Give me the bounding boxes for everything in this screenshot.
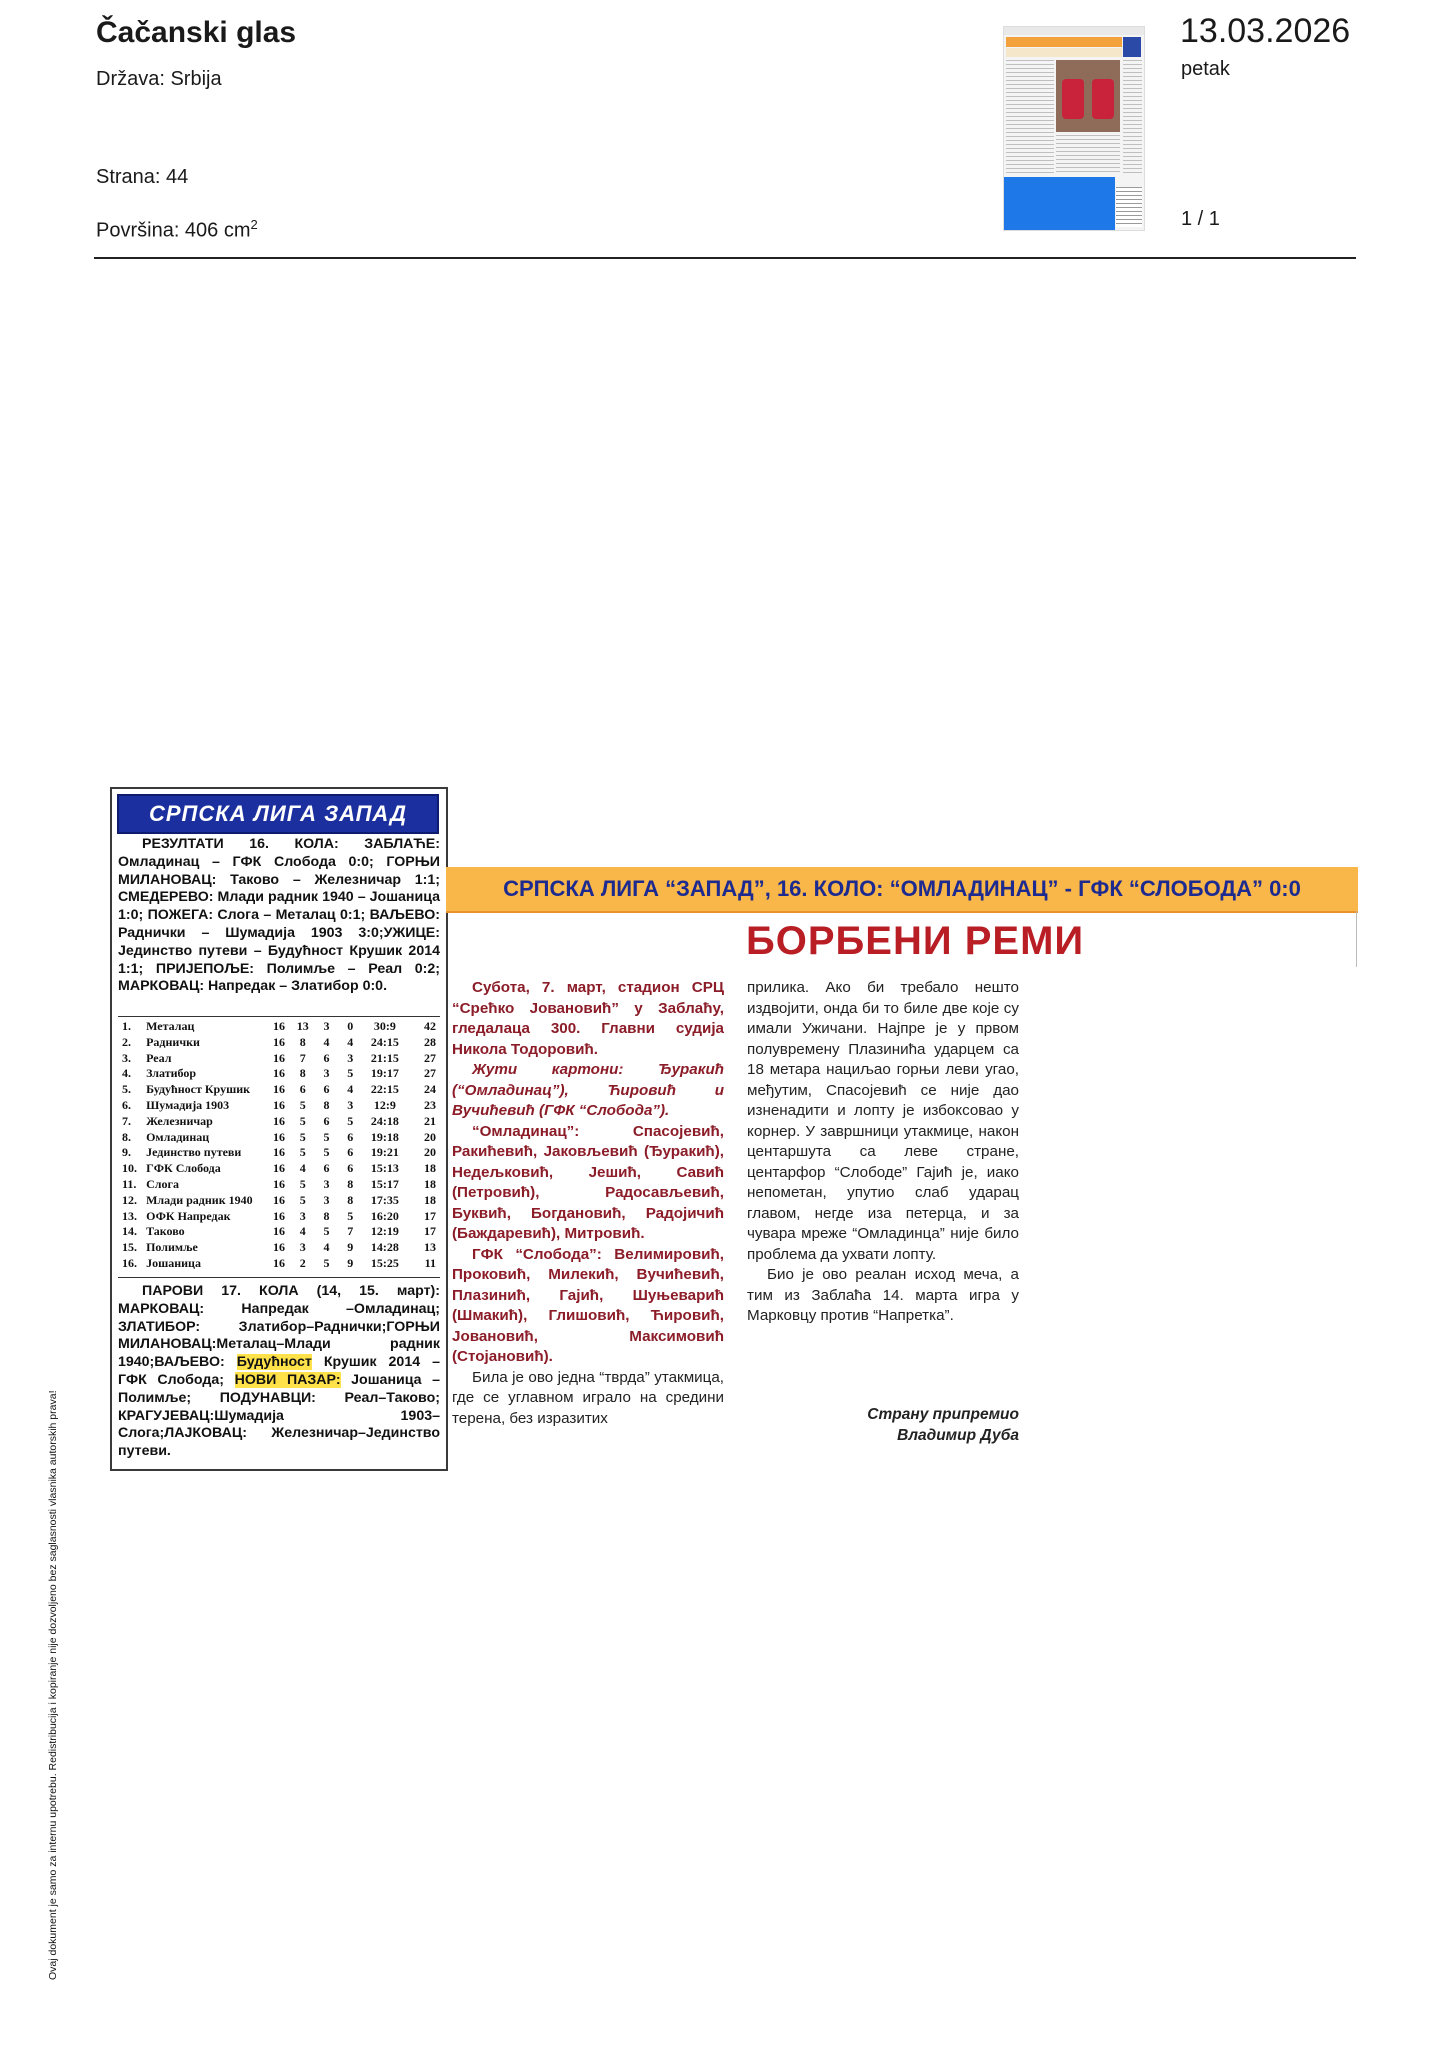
table-cell-gd: 19:18 (370, 1129, 399, 1144)
pairs-highlight-1: Будућност (236, 1354, 312, 1371)
table-cell-w: 5 (299, 1113, 306, 1128)
table-row (118, 1177, 440, 1193)
table-cell-pos: 11. (122, 1176, 137, 1191)
table-cell-gd: 21:15 (370, 1050, 399, 1065)
table-cell-gd: 12:19 (370, 1224, 399, 1239)
table-cell-l: 6 (347, 1129, 354, 1144)
table-cell-w: 5 (299, 1192, 306, 1207)
table-cell-pts: 18 (424, 1176, 436, 1191)
byline-author: Владимир Дуба (897, 1427, 1019, 1444)
pairs-text-b: Крушик 2014 – ГФК Слобода; (118, 1354, 440, 1388)
table-cell-l: 6 (347, 1145, 354, 1160)
table-row (118, 1145, 440, 1161)
table-cell-gd: 17:35 (370, 1192, 399, 1207)
table-cell-w: 3 (299, 1240, 306, 1255)
table-cell-d: 5 (323, 1255, 330, 1270)
table-cell-p: 16 (272, 1224, 285, 1239)
table-cell-pos: 5. (122, 1082, 131, 1097)
table-cell-l: 8 (347, 1176, 354, 1191)
table-cell-p: 16 (272, 1082, 285, 1097)
table-cell-pos: 3. (122, 1050, 131, 1065)
table-cell-d: 5 (323, 1145, 330, 1160)
table-cell-p: 16 (272, 1240, 285, 1255)
area-unit-exponent: 2 (250, 217, 258, 232)
table-row (118, 1114, 440, 1130)
round-results (118, 836, 440, 996)
table-cell-p: 16 (272, 1208, 285, 1223)
standings-table (118, 1019, 440, 1272)
pairs-text-a: ПАРОВИ 17. КОЛА (14, 15. март): МАРКОВАЦ: Напредак –Омладинац; ЗЛАТИБОР: Златибор–Раднички;ГОРЊИ МИЛАНОВАЦ:Металац–Млади радник 1940;ВАЉЕВО: (118, 1283, 440, 1371)
area-label (96, 217, 258, 243)
table-cell-p: 16 (272, 1050, 285, 1065)
table-cell-d: 4 (323, 1240, 330, 1255)
table-cell-w: 7 (299, 1050, 306, 1065)
table-cell-w: 5 (299, 1176, 306, 1191)
table-cell-pts: 18 (424, 1161, 436, 1176)
header-divider (94, 257, 1356, 259)
table-cell-gd: 15:17 (370, 1176, 399, 1191)
table-cell-pos: 12. (122, 1192, 137, 1207)
match-report-continued: прилика. Ако би требало нешто издвојити, онда би то биле две које су имали Ужичани. Најпре је у првом полувремену Плазинића ударцем са 18 метара нациљао горњи леви угао, међутим, Спасојевић се није дао изненадити и лопту је избоксовао у корнер. У завршници утакмице, након центаршута са леве стране, центарфор “Слободе” Гајић је, иако непометан, упутио слаб ударац главом, негде иза петерца, и за чувара мреже “Омладинца” није било проблема да ухвати лопту. (747, 979, 1019, 1263)
table-cell-pos: 9. (122, 1145, 131, 1160)
table-cell-gd: 24:15 (370, 1034, 399, 1049)
match-report-end: Био је ово реалан исход меча, а тим из Заблаћа 14. марта игра у Марковцу против “Напретка”. (747, 1266, 1019, 1324)
table-cell-gd: 19:17 (370, 1066, 399, 1081)
table-cell-p: 16 (272, 1113, 285, 1128)
table-cell-l: 9 (347, 1240, 354, 1255)
table-cell-l: 8 (347, 1192, 354, 1207)
match-report-start: Била је ово једна “тврда” утакмица, где се углавном играло на средини терена, без изразитих (452, 1368, 724, 1427)
table-row (118, 1019, 440, 1035)
table-row (118, 1066, 440, 1082)
table-cell-pos: 13. (122, 1208, 137, 1223)
table-cell-team: Златибор (146, 1066, 197, 1081)
table-cell-team: Млади радник 1940 (146, 1192, 253, 1207)
table-cell-team: Будућност Крушик (146, 1082, 251, 1097)
table-rule-top (118, 1016, 440, 1017)
table-cell-pts: 13 (424, 1240, 436, 1255)
table-cell-gd: 24:18 (370, 1113, 399, 1128)
copyright-notice: Ovaj dokument je samo za internu upotrebu. Redistribucija i kopiranje nije dozvoljeno bez saglasnosti vlasnika autorskih prava! (47, 1390, 59, 1980)
table-cell-pts: 20 (424, 1129, 436, 1144)
table-cell-team: Металац (146, 1019, 195, 1033)
table-cell-p: 16 (272, 1129, 285, 1144)
table-cell-d: 4 (323, 1034, 330, 1049)
table-cell-pos: 1. (122, 1019, 131, 1033)
table-cell-gd: 14:28 (370, 1240, 399, 1255)
league-box (110, 787, 448, 1471)
table-cell-d: 8 (323, 1208, 330, 1223)
table-cell-d: 5 (323, 1224, 330, 1239)
table-row (118, 1193, 440, 1209)
table-cell-gd: 22:15 (370, 1082, 399, 1097)
table-cell-w: 3 (299, 1208, 306, 1223)
table-cell-team: ГФК Слобода (146, 1161, 221, 1176)
table-cell-w: 4 (299, 1161, 306, 1176)
article-headline: БОРБЕНИ РЕМИ (746, 919, 1085, 963)
table-cell-team: Реал (146, 1050, 172, 1065)
table-row (118, 1224, 440, 1240)
table-row (118, 1161, 440, 1177)
table-cell-gd: 19:21 (370, 1145, 399, 1160)
pairs-text-c: Јошаница – Полимље; ПОДУНАВЦИ: Реал–Таково; КРАГУЈЕВАЦ:Шумадија 1903–Слога;ЛАЈКОВАЦ: Железничар–Јединство путеви. (118, 1371, 441, 1460)
table-cell-pts: 17 (424, 1224, 436, 1239)
table-cell-pts: 17 (424, 1208, 436, 1223)
match-info: Субота, 7. март, стадион СРЦ “Срећко Јовановић” у Заблаћу, гледалаца 300. Главни судија Никола Тодоровић. (452, 979, 724, 1058)
table-cell-pts: 24 (424, 1082, 436, 1097)
table-row (118, 1035, 440, 1051)
league-box-title: СРПСКА ЛИГА ЗАПАД (117, 794, 439, 834)
table-cell-l: 6 (347, 1161, 354, 1176)
issue-weekday: petak (1181, 58, 1230, 80)
table-cell-pos: 6. (122, 1097, 131, 1112)
table-cell-d: 8 (323, 1097, 330, 1112)
table-cell-p: 16 (272, 1192, 285, 1207)
table-cell-team: Јошаница (146, 1255, 201, 1270)
pairs-highlight-2: НОВИ ПАЗАР: (234, 1371, 341, 1388)
table-cell-pos: 10. (122, 1161, 137, 1176)
page-count: 1 / 1 (1181, 208, 1220, 230)
table-cell-w: 6 (299, 1082, 306, 1097)
table-cell-l: 5 (347, 1113, 354, 1128)
table-cell-p: 16 (272, 1255, 285, 1270)
article-column-2 (747, 978, 1019, 1327)
table-cell-p: 16 (272, 1097, 285, 1112)
table-cell-l: 4 (347, 1082, 354, 1097)
table-row (118, 1240, 440, 1256)
table-cell-team: Омладинац (146, 1129, 210, 1144)
area-value: Površina: 406 cm (96, 219, 251, 242)
lineup-sloboda: ГФК “Слобода”: Велимировић, Проковић, Милекић, Вучићевић, Плазинић, Гајић, Шуњеварић (Шмакић), Глишовић, Ћировић, Јовановић, Максимовић (Стојановић). (452, 1245, 724, 1365)
table-cell-p: 16 (272, 1034, 285, 1049)
table-row (118, 1051, 440, 1067)
byline-label: Страну припремио (867, 1406, 1019, 1423)
table-cell-p: 16 (272, 1019, 285, 1033)
table-cell-w: 5 (299, 1097, 306, 1112)
table-cell-d: 3 (323, 1019, 330, 1033)
publication-title: Čačanski glas (96, 16, 297, 49)
table-cell-pts: 23 (424, 1097, 436, 1112)
table-cell-pts: 27 (424, 1066, 436, 1081)
table-row (118, 1209, 440, 1225)
table-row (118, 1082, 440, 1098)
page-thumbnail[interactable] (1003, 26, 1145, 231)
yellow-cards: Жути картони: Ђуракић (“Омладинац”), Ћировић и Вучићевић (ГФК “Слобода”). (452, 1061, 724, 1119)
page-number-label: Strana: 44 (96, 166, 189, 188)
table-cell-l: 5 (347, 1208, 354, 1223)
table-cell-p: 16 (272, 1066, 285, 1081)
table-cell-pts: 28 (424, 1034, 436, 1049)
country-label: Država: Srbija (96, 68, 222, 90)
table-cell-team: ОФК Напредак (146, 1208, 231, 1223)
table-cell-pos: 16. (122, 1255, 137, 1270)
table-cell-p: 16 (272, 1176, 285, 1191)
table-cell-team: Раднички (146, 1034, 200, 1049)
table-cell-d: 6 (323, 1161, 330, 1176)
table-cell-l: 0 (347, 1019, 354, 1033)
table-cell-gd: 15:13 (370, 1161, 399, 1176)
table-cell-l: 3 (347, 1050, 354, 1065)
table-cell-d: 6 (323, 1082, 330, 1097)
table-cell-d: 6 (323, 1113, 330, 1128)
table-cell-w: 8 (299, 1066, 306, 1081)
table-row (118, 1130, 440, 1146)
table-cell-d: 3 (323, 1192, 330, 1207)
table-cell-gd: 16:20 (370, 1208, 399, 1223)
table-row (118, 1098, 440, 1114)
table-cell-pts: 20 (424, 1145, 436, 1160)
table-cell-d: 5 (323, 1129, 330, 1144)
table-cell-w: 5 (299, 1129, 306, 1144)
table-cell-l: 9 (347, 1255, 354, 1270)
table-cell-gd: 30:9 (373, 1019, 396, 1033)
table-row (118, 1256, 440, 1272)
table-cell-pos: 14. (122, 1224, 137, 1239)
table-cell-team: Таково (146, 1224, 185, 1239)
table-cell-p: 16 (272, 1145, 285, 1160)
table-cell-d: 3 (323, 1066, 330, 1081)
table-cell-w: 8 (299, 1034, 306, 1049)
issue-date: 13.03.2026 (1180, 12, 1351, 50)
table-cell-team: Железничар (146, 1113, 213, 1128)
table-cell-team: Слога (146, 1176, 179, 1191)
table-cell-d: 3 (323, 1176, 330, 1191)
table-cell-w: 13 (296, 1019, 309, 1033)
table-cell-team: Јединство путеви (146, 1145, 242, 1160)
table-cell-pos: 15. (122, 1240, 137, 1255)
table-cell-d: 6 (323, 1050, 330, 1065)
table-cell-team: Шумадија 1903 (146, 1097, 230, 1112)
table-cell-pos: 2. (122, 1034, 131, 1049)
next-round-pairs (118, 1283, 440, 1461)
table-cell-gd: 15:25 (370, 1255, 399, 1270)
table-cell-pos: 8. (122, 1129, 131, 1144)
table-cell-l: 7 (347, 1224, 354, 1239)
table-cell-pts: 18 (424, 1192, 436, 1207)
table-cell-w: 2 (299, 1255, 306, 1270)
table-cell-w: 4 (299, 1224, 306, 1239)
table-cell-gd: 12:9 (373, 1097, 396, 1112)
table-cell-l: 3 (347, 1097, 354, 1112)
table-cell-pts: 27 (424, 1050, 436, 1065)
table-cell-pts: 21 (424, 1113, 436, 1128)
article-banner: СРПСКА ЛИГА “ЗАПАД”, 16. КОЛО: “ОМЛАДИНАЦ” - ГФК “СЛОБОДА” 0:0 (446, 867, 1358, 913)
table-cell-w: 5 (299, 1145, 306, 1160)
table-cell-p: 16 (272, 1161, 285, 1176)
article-column-1 (452, 978, 724, 1429)
table-cell-pts: 11 (424, 1255, 436, 1270)
round-results-text: РЕЗУЛТАТИ 16. КОЛА: ЗАБЛАЋЕ: Омладинац – ГФК Слобода 0:0; ГОРЊИ МИЛАНОВАЦ: Таково – Железничар 1:1; СМЕДЕРЕВО: Млади радник 1940 – Јошаница 1:0; ПОЖЕГА: Слога – Металац 0:1; ВАЉЕВО: Раднички – Шумадија 1903 3:0;УЖИЦЕ: Јединство путеви – Будућност Крушик 2014 1:1; ПРИЈЕПОЉЕ: Полимље – Реал 0:2; МАРКОВАЦ: Напредак – Златибор 0:0. (118, 836, 440, 995)
table-cell-pts: 42 (424, 1019, 436, 1033)
table-cell-l: 4 (347, 1034, 354, 1049)
table-cell-l: 5 (347, 1066, 354, 1081)
table-rule-bottom (118, 1277, 440, 1278)
lineup-omladinac: “Омладинац”: Спасојевић, Ракићевић, Јаковљевић (Ђуракић), Недељковић, Јешић, Савић (Петровић), Радосављевић, Буквић, Богдановић, Радојичић (Баждаревић), Митровић. (452, 1122, 724, 1242)
table-cell-pos: 4. (122, 1066, 131, 1081)
table-cell-pos: 7. (122, 1113, 131, 1128)
table-cell-team: Полимље (146, 1240, 198, 1255)
